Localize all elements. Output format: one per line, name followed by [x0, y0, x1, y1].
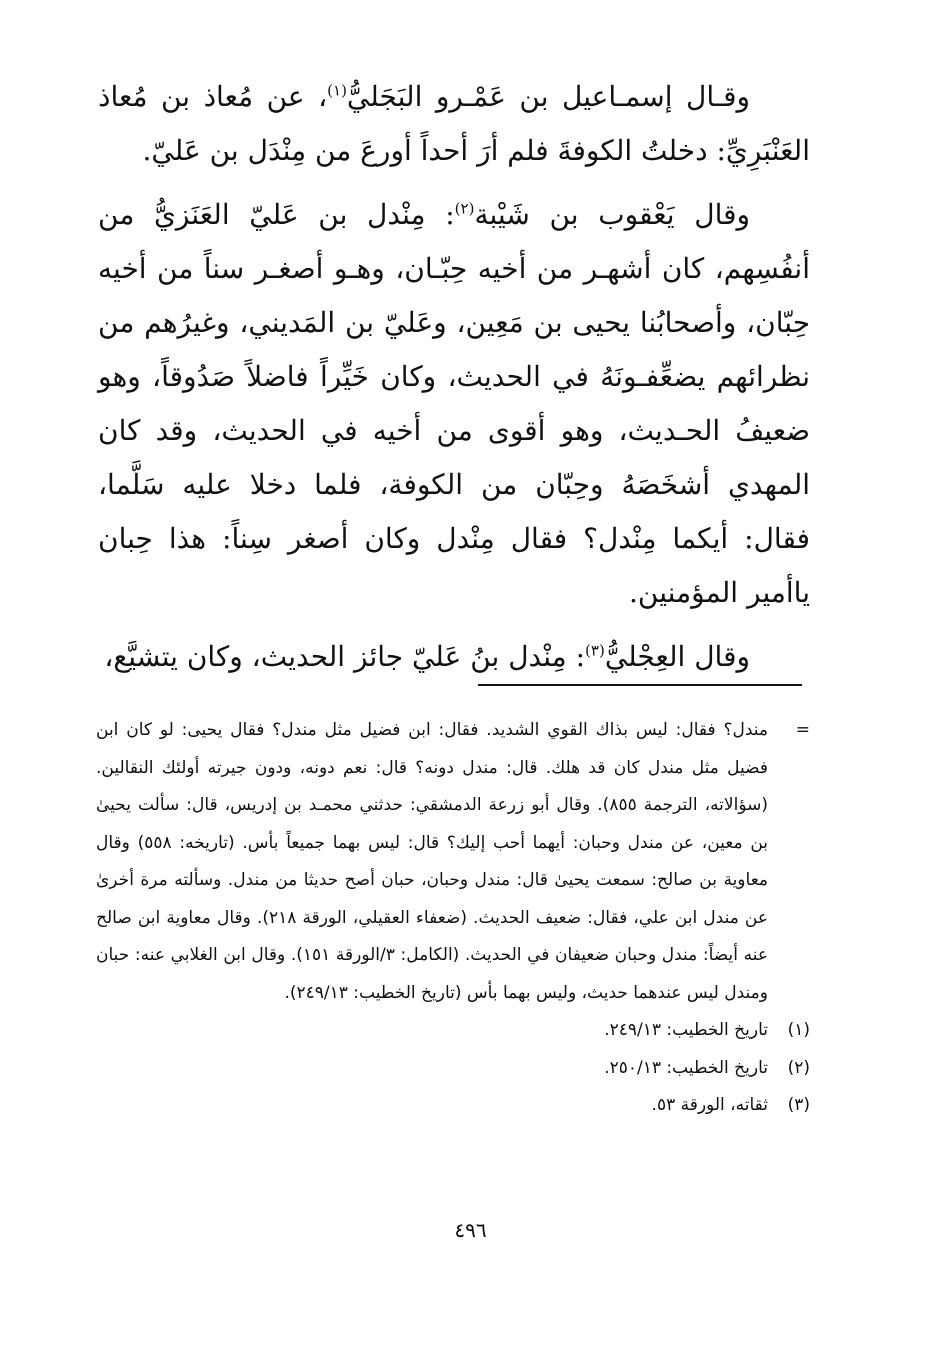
- paragraph-2-text-b: : مِنْدل بن عَليّ العَنَزيُّ من أنفُسِهم، كان أشهـر من أخيه حِبّـان، وهـو أصغـر سناً من أخيه حِبّان، وأصحابُنا يحيى بن مَعِين، وعَليّ بن المَديني، وغيرُهم من نظرائهم يضعِّفـونَهُ في الحديث، وكان خَيِّراً فاضلاً صَدُوقاً، وهو ضعيفُ الحـديث، وهو أقوى من أخيه في الحديث، وقد كان المهدي أشخَصَهُ وحِبّان من الكوفة، فلما دخلا عليه سَلَّما، فقال: أيكما مِنْدل؟ فقال مِنْدل وكان أصغر سِناً: هذا حِبان ياأمير المؤمنين.: [98, 198, 810, 609]
- footnote-ref-3[interactable]: (٣): [585, 641, 605, 660]
- paragraph-2: [98, 188, 810, 620]
- footnote-1-text: تاريخ الخطيب: ٢٤٩/١٣.: [604, 1020, 768, 1040]
- paragraph-1: [98, 70, 810, 178]
- footnote-2-number: (٢): [787, 1057, 810, 1078]
- main-text: [98, 70, 810, 694]
- footnote-3: [96, 1087, 810, 1125]
- continuation-mark: =: [795, 720, 810, 740]
- footnote-1: [96, 1012, 810, 1050]
- paragraph-2-text-a: وقال يَعْقوب بن شَيْبة: [474, 198, 751, 231]
- footnote-ref-1[interactable]: (١): [327, 81, 347, 100]
- footnote-2: [96, 1050, 810, 1088]
- footnote-2-text: تاريخ الخطيب: ٢٥٠/١٣.: [604, 1057, 768, 1078]
- footnote-continuation: [96, 712, 810, 1012]
- footnote-3-text: ثقاته، الورقة ٥٣.: [651, 1095, 768, 1115]
- footnote-separator: [478, 684, 802, 686]
- footnote-3-number: (٣): [787, 1095, 810, 1115]
- paragraph-3-text-b: : مِنْدل بنُ عَليّ جائز الحديث، وكان يتشيَّع،: [104, 640, 586, 673]
- continuation-text: مندل؟ فقال: ليس بذاك القوي الشديد. فقال: ابن فضيل مثل مندل؟ فقال يحيى: لو كان ابن فضيل مثل مندل كان قد هلك. قال: مندل دونه؟ قال: نعم دونه، ودون جيرته أولئك النقالين. (سؤالاته، الترجمة ٨٥٥). وقال أبو زرعة الدمشقي: حدثني محمـد بن إدريس، قال: سألت يحيىٰ بن معين، عن مندل وحبان: أيهما أحب إليك؟ قال: ليس بهما جميعاً بأس. (تاريخه: ٥٥٨) وقال معاوية بن صالح: سمعت يحيىٰ قال: مندل وحبان، حبان أصح حديثا من مندل. وسألته مرة أخرىٰ عن مندل ابن علي، فقال: ضعيف الحديث. (ضعفاء العقيلي، الورقة ٢١٨). وقال معاوية ابن صالح عنه أيضاً: مندل وحبان ضعيفان في الحديث. (الكامل: ٣/الورقة ١٥١). وقال ابن الغلابي عنه: حبان ومندل ليس عندهما حديث، وليس بهما بأس (تاريخ الخطيب: ٢٤٩/١٣).: [96, 720, 768, 1003]
- paragraph-1-text-b: ، عن مُعاذ بن مُعاذ العَنْبَرِيِّ: دخلتُ الكوفةَ فلم أرَ أحداً أورعَ من مِنْدَل بن عَليّ.: [98, 80, 810, 167]
- paragraph-1-text-a: وقـال إسمـاعيل بن عَمْـرو البَجَليُّ: [346, 80, 750, 113]
- page-number: ٤٩٦: [454, 1218, 487, 1242]
- footnotes-section: [96, 712, 810, 1125]
- footnote-1-number: (١): [787, 1020, 810, 1040]
- footnote-ref-2[interactable]: (٢): [454, 199, 475, 218]
- paragraph-3: [98, 630, 810, 684]
- paragraph-3-text-a: وقال العِجْليُّ: [604, 640, 750, 673]
